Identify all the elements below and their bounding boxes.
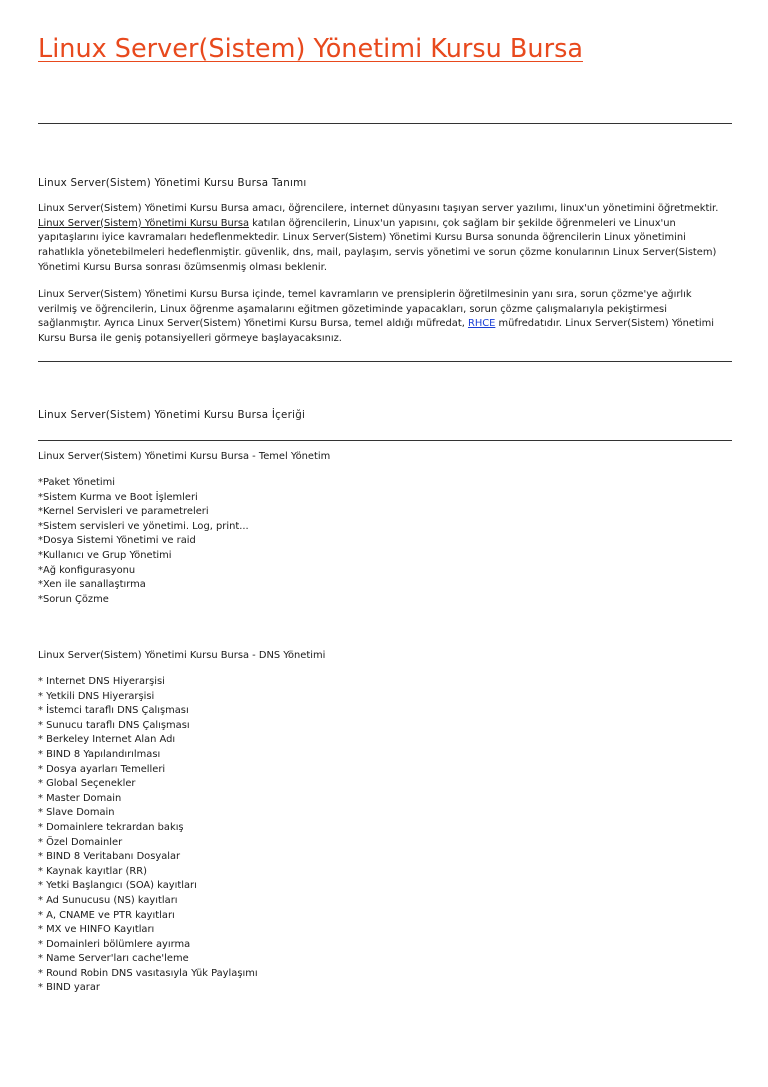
list-item: * Yetki Başlangıcı (SOA) kayıtları xyxy=(38,880,197,892)
list-item: * BIND yarar xyxy=(38,982,100,994)
list-item: * Name Server'ları cache'leme xyxy=(38,953,189,965)
list-item: * Internet DNS Hiyerarşisi xyxy=(38,676,165,687)
divider xyxy=(38,361,732,362)
list-item: *Sistem servisleri ve yönetimi. Log, print... xyxy=(38,520,249,532)
list-item: *Kullanıcı ve Grup Yönetimi xyxy=(38,549,172,561)
list-item: * Domainleri bölümlere ayırma xyxy=(38,938,191,950)
subsection-heading-basic-admin: Linux Server(Sistem) Yönetimi Kursu Bursa - Temel Yönetim xyxy=(38,451,331,462)
list-item: *Sistem Kurma ve Boot İşlemleri xyxy=(38,491,198,503)
rhce-link[interactable]: RHCE xyxy=(467,318,496,330)
list-item: * Ad Sunucusu (NS) kayıtları xyxy=(38,894,178,906)
list-item: * Dosya ayarları Temelleri xyxy=(38,763,166,775)
definition-paragraph-1 xyxy=(38,202,732,276)
list-item: *Paket Yönetimi xyxy=(38,477,116,488)
section-heading-definition: Linux Server(Sistem) Yönetimi Kursu Bursa Tanımı xyxy=(38,177,307,189)
list-item: *Kernel Servisleri ve parametreleri xyxy=(38,506,209,518)
list-item: * Slave Domain xyxy=(38,807,115,819)
list-item: * Berkeley Internet Alan Adı xyxy=(38,734,176,746)
list-item: * Kaynak kayıtlar (RR) xyxy=(38,865,147,877)
basic-admin-list xyxy=(38,476,249,607)
course-link[interactable]: Linux Server(Sistem) Yönetimi Kursu Bursa xyxy=(38,217,250,229)
paragraph-text: Linux Server(Sistem) Yönetimi Kursu Bursa içinde, temel kavramların ve prensiplerin öğretilmesinin yanı sıra, sorun çözme'ye ağırlık verilmiş ve öğrencilerin, Linux öğrenme aşamalarını eğitmen gözetiminde yapacakları, sorun çözme çalışmalarıyla pekiştirmesi sağlanmıştır. Ayrıca Linux Server(Sistem) Yönetimi Kursu Bursa, temel aldığı müfredat, xyxy=(38,289,692,330)
list-item: * Özel Domainler xyxy=(38,836,123,848)
list-item: * Global Seçenekler xyxy=(38,778,136,790)
paragraph-text: müfredatıdır. Linux Server(Sistem) Yönetimi Kursu Bursa ile geniş potansiyelleri görmeye başlayacaksınız. xyxy=(38,318,714,345)
subsection-heading-dns-admin: Linux Server(Sistem) Yönetimi Kursu Bursa - DNS Yönetimi xyxy=(38,650,326,661)
list-item: * BIND 8 Veritabanı Dosyalar xyxy=(38,851,181,863)
list-item: *Xen ile sanallaştırma xyxy=(38,579,146,591)
list-item: * A, CNAME ve PTR kayıtları xyxy=(38,909,175,921)
divider xyxy=(38,123,732,124)
list-item: * İstemci taraflı DNS Çalışması xyxy=(38,705,189,717)
list-item: * MX ve HINFO Kayıtları xyxy=(38,924,155,936)
paragraph-text: katılan öğrencilerin, Linux'un yapısını, çok sağlam bir şekilde öğrenmeleri ve Linux'un yapıtaşlarını iyice kavramaları hedeflenmektedir. Linux Server(Sistem) Yönetimi Kursu Bursa sonunda öğrencilerin Linux yönetimini rahatlıkla yönetebilmeleri hedeflenmiştir. güvenlik, dns, mail, paylaşım, servis yönetimi ve sorun çözme konularının Linux Server(Sistem) Yönetimi Kursu Bursa sonrası özümsenmiş olması beklenir. xyxy=(38,217,717,273)
list-item: * Yetkili DNS Hiyerarşisi xyxy=(38,690,155,702)
list-item: * Domainlere tekrardan bakış xyxy=(38,821,184,833)
page-title[interactable]: Linux Server(Sistem) Yönetimi Kursu Bursa xyxy=(38,34,583,64)
definition-paragraph-2 xyxy=(38,288,732,347)
list-item: * Sunucu taraflı DNS Çalışması xyxy=(38,719,190,731)
dns-admin-list xyxy=(38,675,258,996)
list-item: * BIND 8 Yapılandırılması xyxy=(38,748,161,760)
list-item: * Round Robin DNS vasıtasıyla Yük Paylaşımı xyxy=(38,967,258,979)
list-item: * Master Domain xyxy=(38,792,122,804)
list-item: *Dosya Sistemi Yönetimi ve raid xyxy=(38,535,196,547)
list-item: *Sorun Çözme xyxy=(38,593,109,605)
section-heading-contents: Linux Server(Sistem) Yönetimi Kursu Bursa İçeriği xyxy=(38,409,306,421)
list-item: *Ağ konfigurasyonu xyxy=(38,564,136,576)
divider xyxy=(38,440,732,441)
paragraph-text: Linux Server(Sistem) Yönetimi Kursu Bursa amacı, öğrencilere, internet dünyasını taşıyan server yazılımı, linux'un yönetimini öğretmektir. xyxy=(38,203,719,214)
